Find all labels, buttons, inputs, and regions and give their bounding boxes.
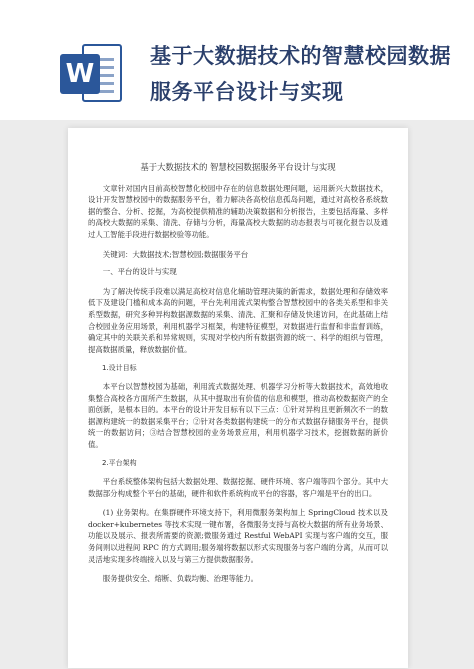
abstract-paragraph: 文章针对国内目前高校智慧化校园中存在的信息数据处理问题，运用新兴大数据技术，设计开发智慧校园中的数据服务平台，着力解决各高校信息孤岛问题，通过对高校各系统数据的整合、分析、挖掘，为高校提供精准的辅助决策数据和分析报告，主要包括海量、多样的高校大数据的采集、清洗、存储与分析，海量高校大数据的动态报表与可视化报告以及通过人工智能手段进行数据校验等功能。 — [88, 183, 388, 239]
document-content — [88, 162, 388, 593]
subsection-heading-architecture: 2.平台架构 — [102, 459, 137, 468]
design-goals-paragraph: 本平台以智慧校园为基础，利用流式数据处理、机器学习分析等大数据技术，高效地收集整合高校各方面所产生数据，从其中提取出有价值的信息和模型，推动高校数据资产的全面创新，是根本目的。本平台的设计开发目标有以下三点：①针对异构且更新频次不一的数据源构建统一的数据采集平台；②针对各类数据构建统一的分布式数据存储服务平台，提供统一的数据访问；③结合智慧校园的业务场景应用，利用机器学习技术，挖掘数据的新价值。 — [88, 381, 388, 449]
word-document-icon — [60, 40, 126, 106]
page-title: 基于大数据技术的智慧校园数据服务平台设计与实现 — [150, 44, 451, 104]
word-badge: W — [60, 54, 100, 94]
keywords-line: 关键词：大数据技术;智慧校园;数据服务平台 — [102, 249, 249, 259]
architecture-list-tail: 服务提供安全、熔断、负载均衡、治理等能力。 — [102, 574, 259, 584]
subsection-heading-design-goals: 1.设计目标 — [102, 364, 137, 373]
document-title: 基于大数据技术的 智慧校园数据服务平台设计与实现 — [140, 162, 336, 172]
section-paragraph: 为了解决传统手段难以满足高校对信息化辅助管理决策的新需求，数据处理和存储效率低下及建设门槛和成本高的问题，平台先利用流式架构整合智慧校园中的各类关系型和非关系型数据，研究多种异构数据源数据的采集、清洗、汇聚和存储及快速访问，在此基础上结合校园业务应用场景，利用机器学习框架，构建特征模型，对数据进行监督和非监督训练，确定其中的关联关系和异常规则，实现对学校内所有数据资源的统一、科学的组织与管理，提高数据质量，释放数据价值。 — [88, 286, 388, 354]
architecture-list-item: (1) 业务架构。在集群硬件环境支持下，利用微服务架构加上 SpringCloud 技术以及 docker+kubernetes 等技术实现一键布署，各微服务支持与高校大数据的所有业务场景、功能以及展示、报表所需要的资源;微服务通过 Restful WebAPI 实现与客户端的交互，服务间则以进程间 RPC 的方式调用;服务端将数据以形式实现服务与客户端的分离，从而可以灵活地实现多终端接入以及与第三方提供数据服务。 — [88, 508, 388, 564]
header-banner — [0, 0, 474, 120]
document-page — [68, 128, 408, 668]
section-heading: 一、平台的设计与实现 — [102, 267, 177, 277]
architecture-paragraph: 平台系统整体架构包括大数据处理、数据挖掘、硬件环境、客户端等四个部分。其中大数据部分构成整个平台的基础，硬件和软件系统构成平台的容器，客户端是平台的出口。 — [88, 477, 388, 498]
